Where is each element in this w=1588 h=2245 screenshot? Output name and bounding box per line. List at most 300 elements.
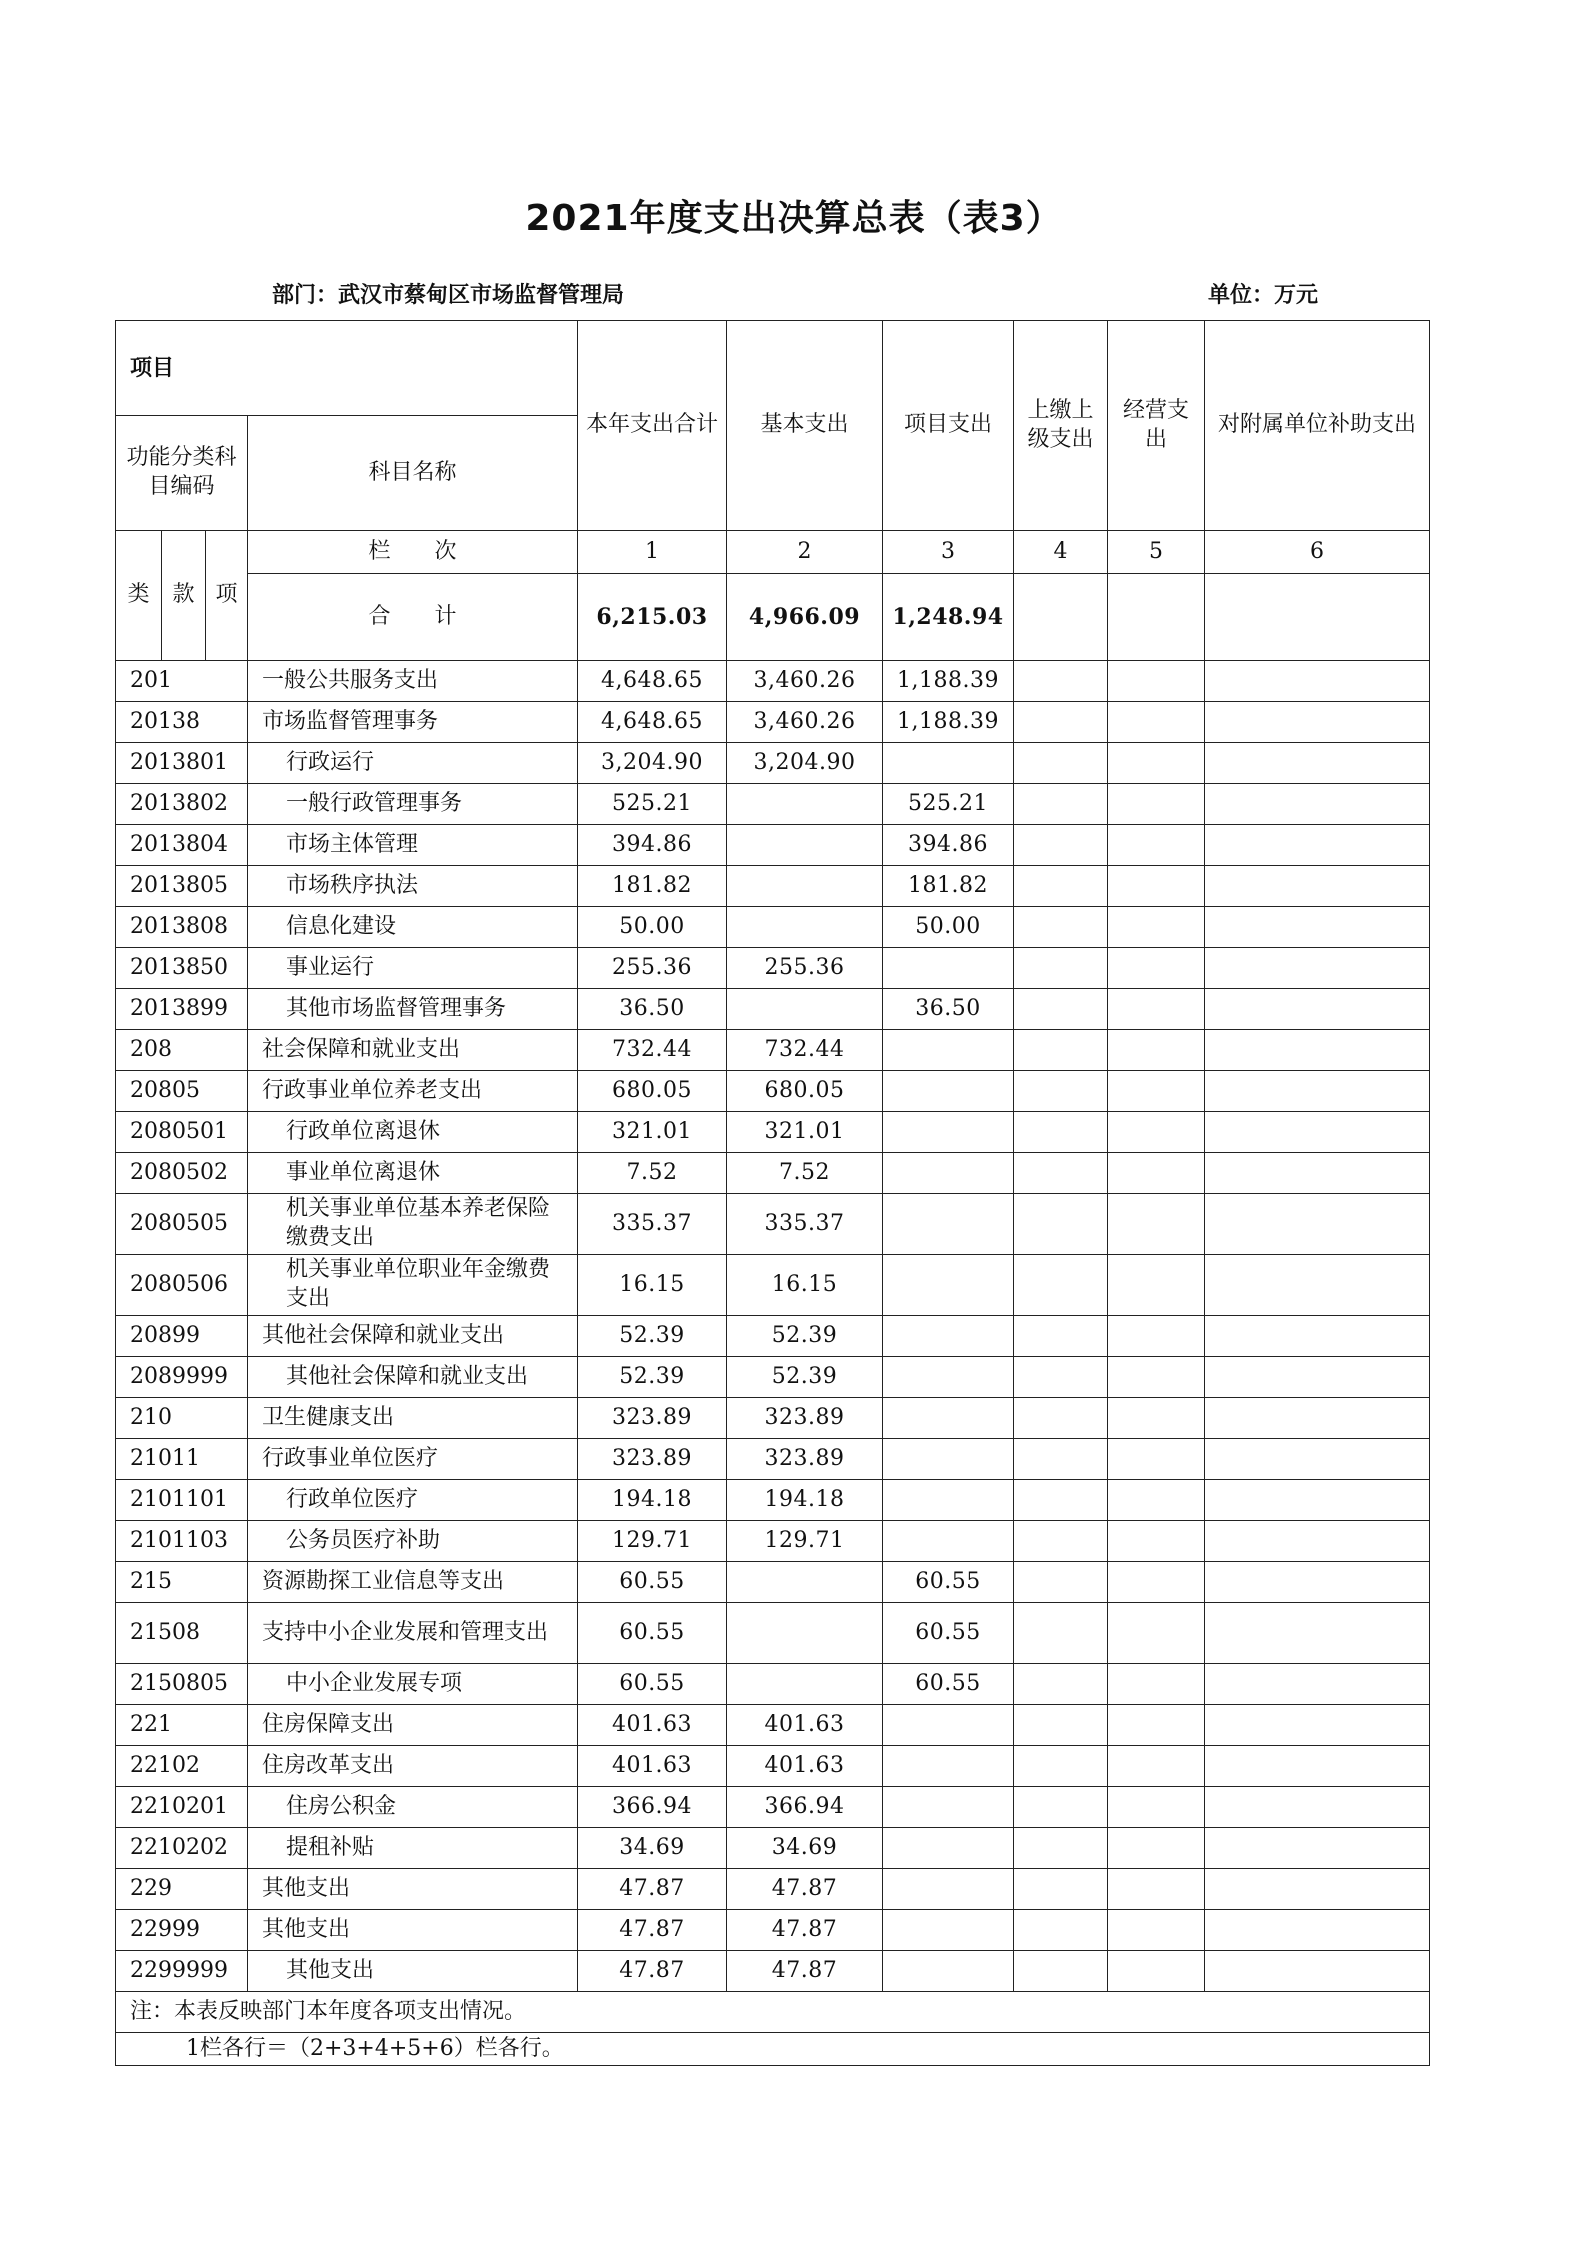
table-row [116, 1194, 1430, 1255]
row-total: 323.89 [578, 1439, 727, 1480]
row-project [883, 1316, 1014, 1357]
row-basic: 401.63 [727, 1746, 883, 1787]
table-row [116, 989, 1430, 1030]
row-upper [1014, 1112, 1108, 1153]
row-basic: 47.87 [727, 1869, 883, 1910]
row-upper [1014, 1562, 1108, 1603]
row-upper [1014, 743, 1108, 784]
row-basic [727, 1603, 883, 1664]
header-project-exp: 项目支出 [883, 321, 1014, 531]
row-code: 201 [116, 661, 248, 702]
table-body [116, 661, 1430, 1992]
row-name: 其他支出 [248, 1910, 578, 1951]
row-project: 394.86 [883, 825, 1014, 866]
row-business [1108, 702, 1205, 743]
row-name: 住房公积金 [248, 1787, 578, 1828]
table-row [116, 1603, 1430, 1664]
row-name: 社会保障和就业支出 [248, 1030, 578, 1071]
total-upper [1014, 574, 1108, 661]
row-name: 一般行政管理事务 [248, 784, 578, 825]
row-subsidy [1205, 948, 1430, 989]
row-name: 市场秩序执法 [248, 866, 578, 907]
row-basic: 255.36 [727, 948, 883, 989]
row-project [883, 1910, 1014, 1951]
row-project: 60.55 [883, 1664, 1014, 1705]
row-upper [1014, 1357, 1108, 1398]
row-project [883, 1255, 1014, 1316]
row-code: 2013802 [116, 784, 248, 825]
row-total: 401.63 [578, 1746, 727, 1787]
department-label: 部门：武汉市蔡甸区市场监督管理局 [272, 282, 625, 308]
col-num-5: 5 [1108, 531, 1205, 574]
row-total: 181.82 [578, 866, 727, 907]
expenditure-table [115, 320, 1430, 2066]
row-upper [1014, 1439, 1108, 1480]
row-name: 中小企业发展专项 [248, 1664, 578, 1705]
row-business [1108, 1398, 1205, 1439]
row-total: 323.89 [578, 1398, 727, 1439]
row-code: 22102 [116, 1746, 248, 1787]
row-subsidy [1205, 1480, 1430, 1521]
row-code: 2150805 [116, 1664, 248, 1705]
row-basic: 129.71 [727, 1521, 883, 1562]
row-code: 2210201 [116, 1787, 248, 1828]
row-basic: 680.05 [727, 1071, 883, 1112]
total-label: 合 计 [248, 574, 578, 661]
row-total: 52.39 [578, 1316, 727, 1357]
row-basic: 335.37 [727, 1194, 883, 1255]
table-row [116, 1357, 1430, 1398]
table-row [116, 1705, 1430, 1746]
row-total: 47.87 [578, 1951, 727, 1992]
row-name: 住房保障支出 [248, 1705, 578, 1746]
row-upper [1014, 1194, 1108, 1255]
header-project: 项目 [116, 321, 578, 416]
row-upper [1014, 1480, 1108, 1521]
header-xiang: 项 [206, 531, 248, 661]
row-upper [1014, 1746, 1108, 1787]
col-num-2: 2 [727, 531, 883, 574]
table-row [116, 1316, 1430, 1357]
row-project [883, 1071, 1014, 1112]
table-row [116, 1030, 1430, 1071]
row-name: 一般公共服务支出 [248, 661, 578, 702]
row-total: 60.55 [578, 1603, 727, 1664]
row-code: 2089999 [116, 1357, 248, 1398]
col-num-1: 1 [578, 531, 727, 574]
row-total: 129.71 [578, 1521, 727, 1562]
row-project [883, 1787, 1014, 1828]
row-total: 36.50 [578, 989, 727, 1030]
table-row [116, 866, 1430, 907]
row-subsidy [1205, 825, 1430, 866]
row-project: 1,188.39 [883, 702, 1014, 743]
row-basic: 52.39 [727, 1357, 883, 1398]
row-code: 2013899 [116, 989, 248, 1030]
note-line-1: 注：本表反映部门本年度各项支出情况。 [116, 1992, 1430, 2033]
row-business [1108, 1521, 1205, 1562]
row-code: 2101103 [116, 1521, 248, 1562]
col-num-6: 6 [1205, 531, 1430, 574]
row-project: 50.00 [883, 907, 1014, 948]
row-name: 行政运行 [248, 743, 578, 784]
row-subsidy [1205, 1153, 1430, 1194]
header-subject-name: 科目名称 [248, 416, 578, 531]
table-row [116, 1071, 1430, 1112]
row-subsidy [1205, 661, 1430, 702]
total-business [1108, 574, 1205, 661]
row-business [1108, 1869, 1205, 1910]
row-code: 2013808 [116, 907, 248, 948]
table-row [116, 1153, 1430, 1194]
table-row [116, 825, 1430, 866]
row-subsidy [1205, 784, 1430, 825]
row-subsidy [1205, 1255, 1430, 1316]
table-row [116, 1787, 1430, 1828]
row-upper [1014, 1951, 1108, 1992]
header-total: 本年支出合计 [578, 321, 727, 531]
row-project: 181.82 [883, 866, 1014, 907]
row-code: 2080505 [116, 1194, 248, 1255]
row-upper [1014, 1255, 1108, 1316]
row-project: 60.55 [883, 1562, 1014, 1603]
row-code: 2013850 [116, 948, 248, 989]
row-business [1108, 1112, 1205, 1153]
table-row [116, 784, 1430, 825]
row-business [1108, 1030, 1205, 1071]
row-upper [1014, 661, 1108, 702]
row-project [883, 1521, 1014, 1562]
row-name: 其他社会保障和就业支出 [248, 1357, 578, 1398]
row-upper [1014, 702, 1108, 743]
row-upper [1014, 866, 1108, 907]
row-basic: 321.01 [727, 1112, 883, 1153]
row-basic: 47.87 [727, 1951, 883, 1992]
row-project [883, 1112, 1014, 1153]
row-subsidy [1205, 1316, 1430, 1357]
row-upper [1014, 1153, 1108, 1194]
row-total: 60.55 [578, 1562, 727, 1603]
row-subsidy [1205, 1398, 1430, 1439]
header-lanci: 栏 次 [248, 531, 578, 574]
row-project [883, 1480, 1014, 1521]
table-row [116, 1746, 1430, 1787]
row-project: 36.50 [883, 989, 1014, 1030]
row-code: 21508 [116, 1603, 248, 1664]
row-subsidy [1205, 1357, 1430, 1398]
row-code: 215 [116, 1562, 248, 1603]
table-row [116, 1951, 1430, 1992]
row-subsidy [1205, 1828, 1430, 1869]
row-basic: 366.94 [727, 1787, 883, 1828]
row-project [883, 1439, 1014, 1480]
row-business [1108, 1439, 1205, 1480]
row-code: 229 [116, 1869, 248, 1910]
row-basic: 732.44 [727, 1030, 883, 1071]
row-basic: 47.87 [727, 1910, 883, 1951]
row-project: 1,188.39 [883, 661, 1014, 702]
row-business [1108, 1951, 1205, 1992]
row-subsidy [1205, 1705, 1430, 1746]
total-basic: 4,966.09 [727, 574, 883, 661]
row-subsidy [1205, 989, 1430, 1030]
row-project [883, 1828, 1014, 1869]
row-total: 3,204.90 [578, 743, 727, 784]
row-upper [1014, 1705, 1108, 1746]
row-total: 394.86 [578, 825, 727, 866]
row-name: 支持中小企业发展和管理支出 [248, 1603, 578, 1664]
table-row [116, 702, 1430, 743]
row-project [883, 1153, 1014, 1194]
row-project: 60.55 [883, 1603, 1014, 1664]
row-business [1108, 866, 1205, 907]
table-row [116, 1562, 1430, 1603]
table-row [116, 1439, 1430, 1480]
row-subsidy [1205, 1910, 1430, 1951]
row-project [883, 1030, 1014, 1071]
row-total: 7.52 [578, 1153, 727, 1194]
row-subsidy [1205, 702, 1430, 743]
table-row [116, 1910, 1430, 1951]
row-name: 其他支出 [248, 1869, 578, 1910]
row-subsidy [1205, 1071, 1430, 1112]
row-name: 提租补贴 [248, 1828, 578, 1869]
row-project [883, 1746, 1014, 1787]
row-name: 其他支出 [248, 1951, 578, 1992]
row-subsidy [1205, 1194, 1430, 1255]
row-subsidy [1205, 1664, 1430, 1705]
table-row [116, 1664, 1430, 1705]
row-upper [1014, 825, 1108, 866]
table-row [116, 1521, 1430, 1562]
row-upper [1014, 1521, 1108, 1562]
row-business [1108, 1480, 1205, 1521]
row-upper [1014, 948, 1108, 989]
unit-label: 单位：万元 [1208, 282, 1319, 308]
header-func-code: 功能分类科目编码 [116, 416, 248, 531]
row-business [1108, 989, 1205, 1030]
row-total: 50.00 [578, 907, 727, 948]
row-total: 16.15 [578, 1255, 727, 1316]
table-row [116, 1869, 1430, 1910]
row-subsidy [1205, 1521, 1430, 1562]
row-total: 60.55 [578, 1664, 727, 1705]
header-subsidy: 对附属单位补助支出 [1205, 321, 1430, 531]
row-basic [727, 1562, 883, 1603]
row-project [883, 948, 1014, 989]
row-business [1108, 1071, 1205, 1112]
note-line-2: 1栏各行＝（2+3+4+5+6）栏各行。 [116, 2033, 1430, 2066]
row-code: 2080502 [116, 1153, 248, 1194]
row-total: 47.87 [578, 1910, 727, 1951]
row-business [1108, 948, 1205, 989]
row-project [883, 1869, 1014, 1910]
total-subsidy [1205, 574, 1430, 661]
row-total: 255.36 [578, 948, 727, 989]
total-sum: 6,215.03 [578, 574, 727, 661]
row-total: 4,648.65 [578, 702, 727, 743]
row-code: 20899 [116, 1316, 248, 1357]
row-name: 信息化建设 [248, 907, 578, 948]
row-code: 210 [116, 1398, 248, 1439]
row-project [883, 1398, 1014, 1439]
row-total: 4,648.65 [578, 661, 727, 702]
row-name: 市场主体管理 [248, 825, 578, 866]
row-business [1108, 1746, 1205, 1787]
table-row [116, 1255, 1430, 1316]
row-total: 52.39 [578, 1357, 727, 1398]
row-total: 732.44 [578, 1030, 727, 1071]
row-upper [1014, 1910, 1108, 1951]
row-code: 21011 [116, 1439, 248, 1480]
row-name: 住房改革支出 [248, 1746, 578, 1787]
row-basic: 7.52 [727, 1153, 883, 1194]
row-upper [1014, 1664, 1108, 1705]
row-name: 卫生健康支出 [248, 1398, 578, 1439]
row-subsidy [1205, 866, 1430, 907]
row-basic: 323.89 [727, 1439, 883, 1480]
row-subsidy [1205, 1030, 1430, 1071]
row-project [883, 1705, 1014, 1746]
header-basic: 基本支出 [727, 321, 883, 531]
row-code: 2210202 [116, 1828, 248, 1869]
row-basic [727, 866, 883, 907]
row-upper [1014, 1316, 1108, 1357]
row-name: 事业单位离退休 [248, 1153, 578, 1194]
row-total: 194.18 [578, 1480, 727, 1521]
table-row [116, 1480, 1430, 1521]
row-name: 事业运行 [248, 948, 578, 989]
row-basic: 3,460.26 [727, 661, 883, 702]
row-name: 资源勘探工业信息等支出 [248, 1562, 578, 1603]
row-name: 行政事业单位养老支出 [248, 1071, 578, 1112]
row-business [1108, 784, 1205, 825]
row-business [1108, 661, 1205, 702]
row-business [1108, 1316, 1205, 1357]
table-row [116, 1398, 1430, 1439]
row-subsidy [1205, 1951, 1430, 1992]
row-business [1108, 1194, 1205, 1255]
header-upper: 上缴上级支出 [1014, 321, 1108, 531]
row-subsidy [1205, 743, 1430, 784]
row-code: 2013805 [116, 866, 248, 907]
table-row [116, 1828, 1430, 1869]
header-lei: 类 [116, 531, 162, 661]
row-business [1108, 1603, 1205, 1664]
row-total: 525.21 [578, 784, 727, 825]
row-basic [727, 907, 883, 948]
row-business [1108, 1787, 1205, 1828]
row-basic [727, 825, 883, 866]
row-upper [1014, 1869, 1108, 1910]
col-num-4: 4 [1014, 531, 1108, 574]
row-project [883, 1194, 1014, 1255]
row-project [883, 1951, 1014, 1992]
row-upper [1014, 907, 1108, 948]
row-upper [1014, 1828, 1108, 1869]
row-total: 680.05 [578, 1071, 727, 1112]
row-total: 401.63 [578, 1705, 727, 1746]
row-basic: 34.69 [727, 1828, 883, 1869]
row-basic: 3,204.90 [727, 743, 883, 784]
row-code: 20805 [116, 1071, 248, 1112]
row-basic: 401.63 [727, 1705, 883, 1746]
row-business [1108, 825, 1205, 866]
row-project [883, 1357, 1014, 1398]
row-basic [727, 784, 883, 825]
row-code: 2013804 [116, 825, 248, 866]
row-business [1108, 743, 1205, 784]
row-name: 机关事业单位职业年金缴费支出 [248, 1255, 578, 1316]
table-row [116, 661, 1430, 702]
row-name: 行政单位离退休 [248, 1112, 578, 1153]
row-subsidy [1205, 1439, 1430, 1480]
row-total: 321.01 [578, 1112, 727, 1153]
total-project: 1,248.94 [883, 574, 1014, 661]
row-code: 2080506 [116, 1255, 248, 1316]
row-name: 其他社会保障和就业支出 [248, 1316, 578, 1357]
row-code: 221 [116, 1705, 248, 1746]
row-code: 2080501 [116, 1112, 248, 1153]
row-subsidy [1205, 1869, 1430, 1910]
row-upper [1014, 1787, 1108, 1828]
row-business [1108, 1705, 1205, 1746]
row-basic [727, 1664, 883, 1705]
row-code: 2101101 [116, 1480, 248, 1521]
header-business: 经营支出 [1108, 321, 1205, 531]
row-business [1108, 1910, 1205, 1951]
row-business [1108, 1828, 1205, 1869]
row-business [1108, 1357, 1205, 1398]
row-total: 47.87 [578, 1869, 727, 1910]
row-business [1108, 1255, 1205, 1316]
row-basic: 16.15 [727, 1255, 883, 1316]
row-code: 20138 [116, 702, 248, 743]
row-project: 525.21 [883, 784, 1014, 825]
row-business [1108, 907, 1205, 948]
row-upper [1014, 1398, 1108, 1439]
row-upper [1014, 1603, 1108, 1664]
row-name: 市场监督管理事务 [248, 702, 578, 743]
row-total: 335.37 [578, 1194, 727, 1255]
table-row [116, 948, 1430, 989]
row-code: 2013801 [116, 743, 248, 784]
row-name: 其他市场监督管理事务 [248, 989, 578, 1030]
row-subsidy [1205, 1562, 1430, 1603]
row-code: 208 [116, 1030, 248, 1071]
row-subsidy [1205, 1112, 1430, 1153]
row-subsidy [1205, 1746, 1430, 1787]
row-name: 行政单位医疗 [248, 1480, 578, 1521]
row-code: 2299999 [116, 1951, 248, 1992]
table-row [116, 1112, 1430, 1153]
row-basic [727, 989, 883, 1030]
row-upper [1014, 1071, 1108, 1112]
header-kuan: 款 [162, 531, 206, 661]
row-subsidy [1205, 1603, 1430, 1664]
row-name: 公务员医疗补助 [248, 1521, 578, 1562]
row-subsidy [1205, 907, 1430, 948]
row-business [1108, 1153, 1205, 1194]
row-code: 22999 [116, 1910, 248, 1951]
row-upper [1014, 1030, 1108, 1071]
col-num-3: 3 [883, 531, 1014, 574]
row-upper [1014, 989, 1108, 1030]
row-business [1108, 1664, 1205, 1705]
row-upper [1014, 784, 1108, 825]
row-basic: 323.89 [727, 1398, 883, 1439]
row-basic: 3,460.26 [727, 702, 883, 743]
